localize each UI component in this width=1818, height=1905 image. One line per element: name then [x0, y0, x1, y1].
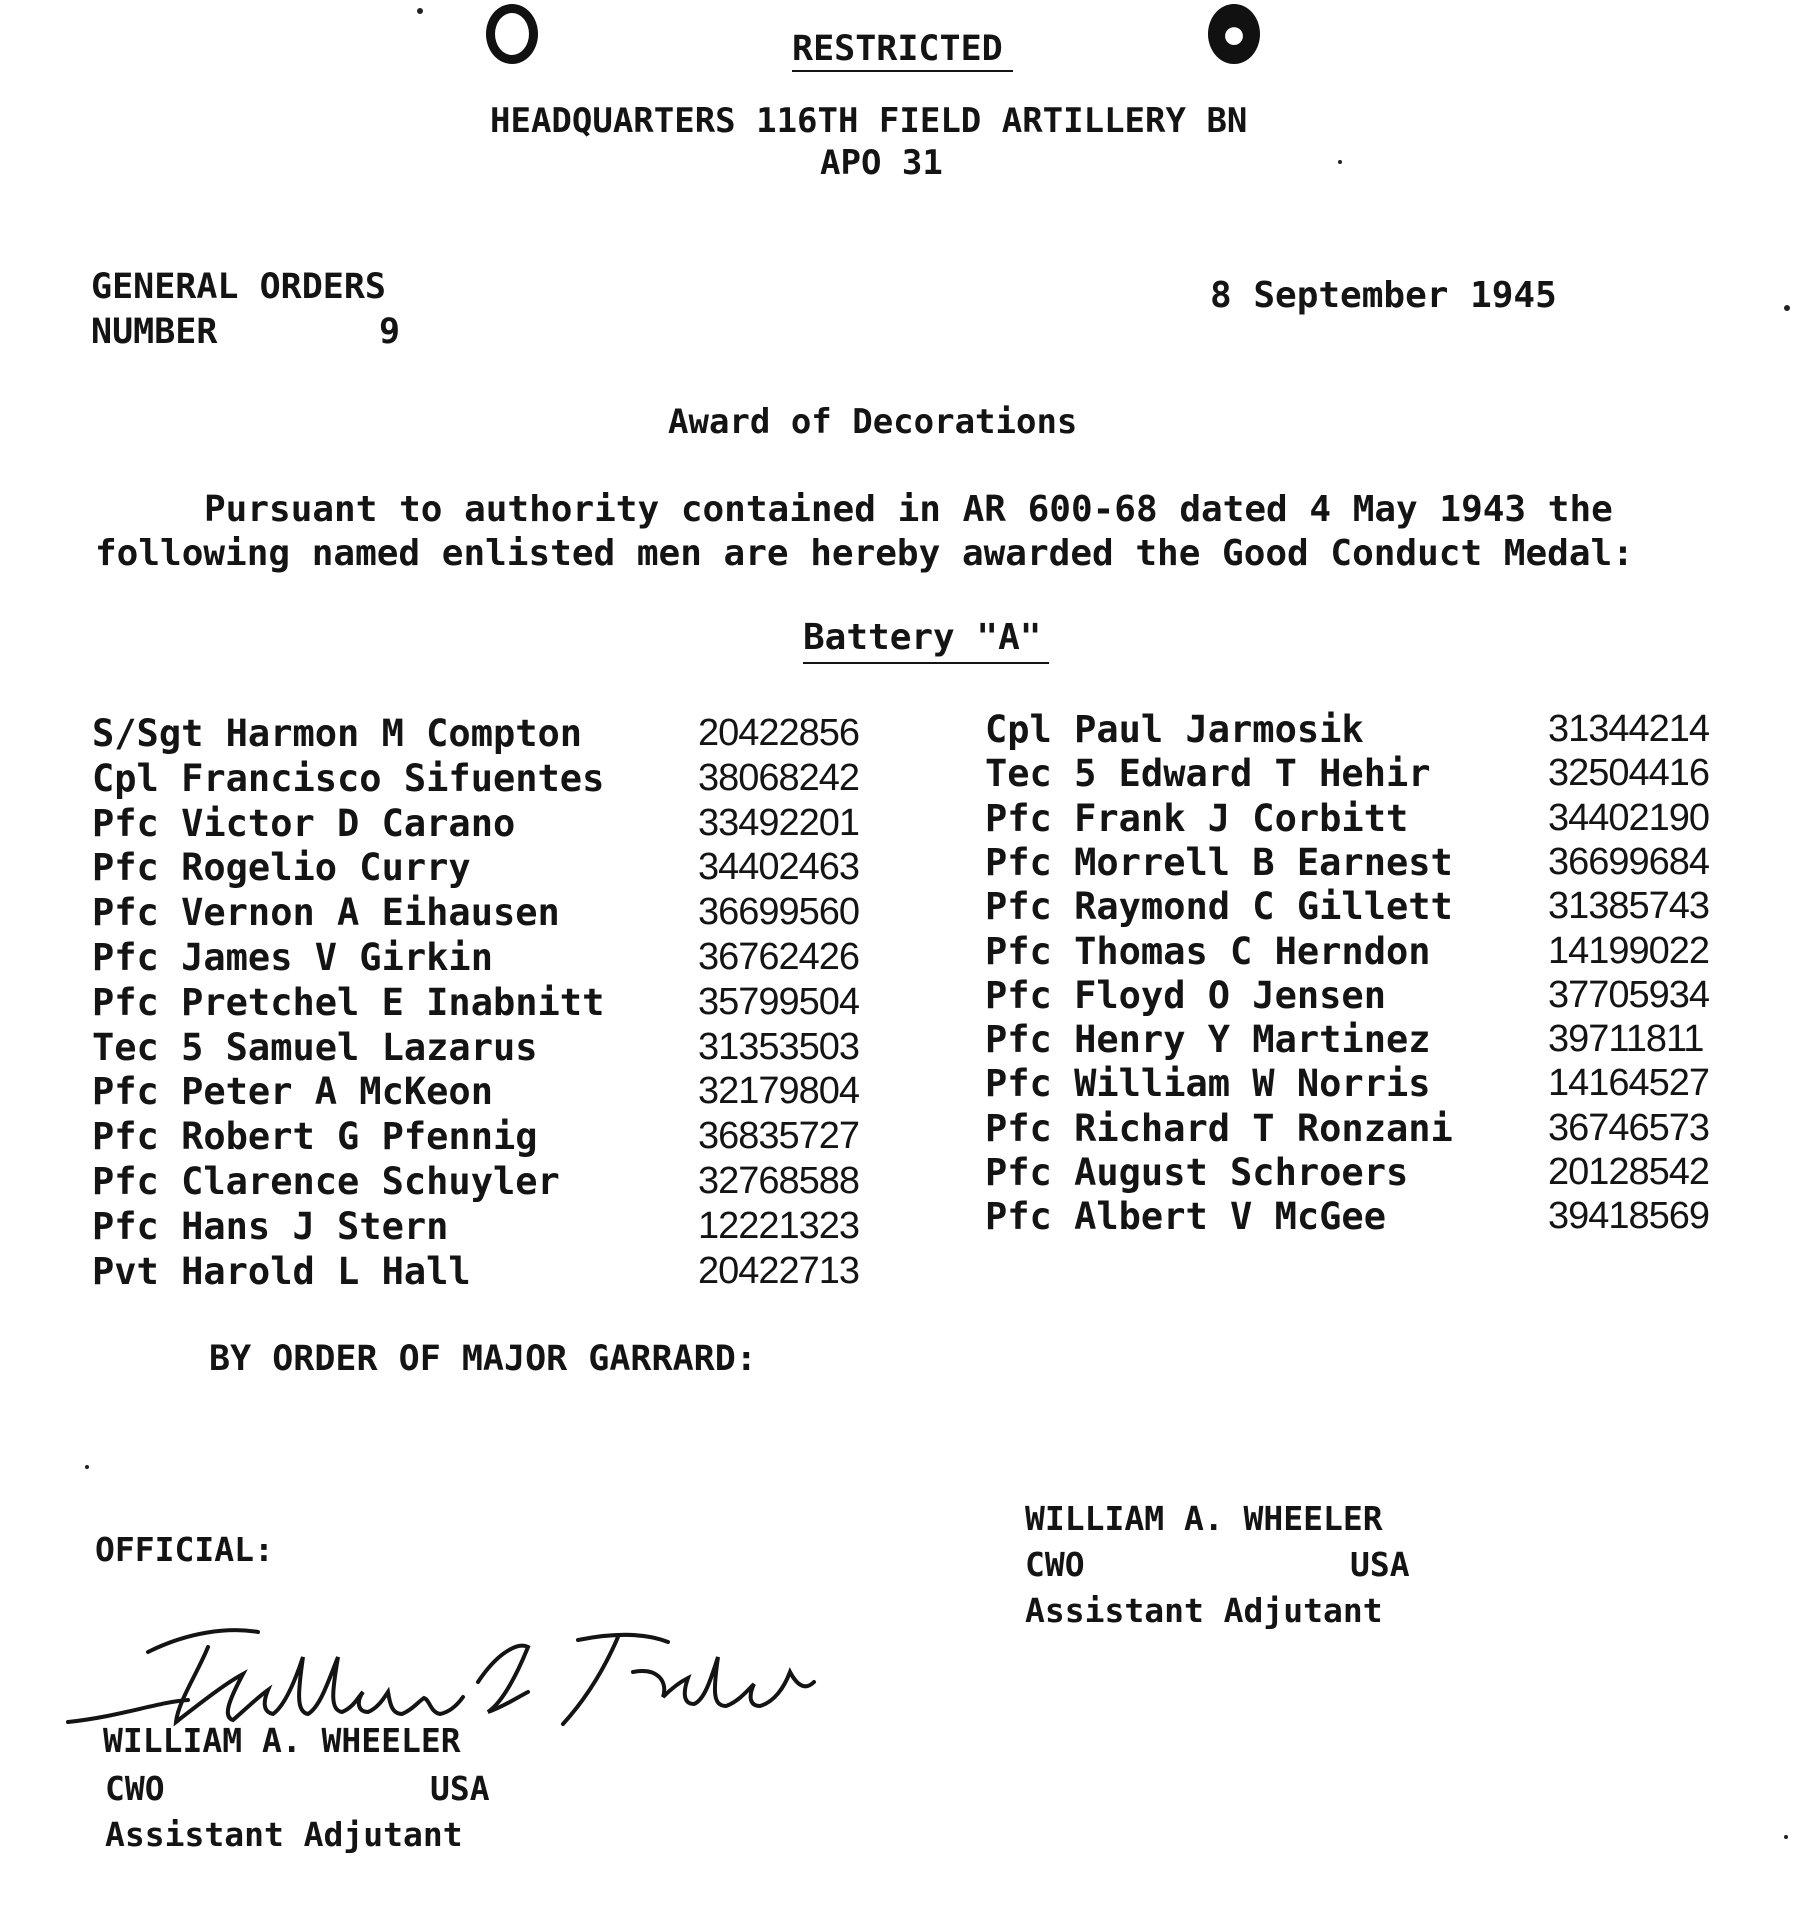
serial-number: 34402463: [698, 846, 860, 889]
official-rank: CWO: [105, 1769, 165, 1808]
orders-type: GENERAL ORDERS: [91, 267, 387, 307]
serial-number: 32179804: [698, 1070, 860, 1113]
serial-number: 37705934: [1548, 973, 1710, 1016]
enlisted-name: Pfc William W Norris: [985, 1062, 1431, 1106]
enlisted-name: Pfc Rogelio Curry: [92, 846, 471, 890]
roster-left: [92, 712, 912, 1312]
serial-number: 32768588: [698, 1160, 860, 1202]
roster-row: [985, 752, 1755, 796]
serial-number: 31385743: [1548, 885, 1710, 928]
orders-date: 8 September 1945: [1210, 275, 1557, 316]
serial-number: 36746573: [1548, 1106, 1710, 1149]
serial-number: 36835727: [698, 1115, 860, 1158]
serial-number: 31344214: [1548, 708, 1710, 750]
punch-hole-right: [1208, 4, 1260, 64]
roster-row: [92, 981, 912, 1025]
signer-title: Assistant Adjutant: [1025, 1591, 1383, 1630]
roster-row: [92, 846, 912, 890]
apo-line: APO 31: [820, 143, 943, 183]
classification-marking: RESTRICTED: [792, 29, 1003, 69]
enlisted-name: Pfc Henry Y Martinez: [985, 1018, 1431, 1062]
roster-row: [92, 712, 912, 756]
body-line-2: following named enlisted men are hereby awarded the Good Conduct Medal:: [95, 533, 1634, 574]
enlisted-name: Pfc Morrell B Earnest: [985, 840, 1453, 884]
official-label: OFFICIAL:: [95, 1530, 274, 1569]
roster-row: [985, 1151, 1755, 1195]
roster-row: [92, 1070, 912, 1114]
enlisted-name: Pvt Harold L Hall: [92, 1249, 471, 1293]
serial-number: 31353503: [698, 1025, 860, 1068]
roster-row: [92, 936, 912, 980]
serial-number: 14199022: [1548, 929, 1710, 972]
roster-row: [92, 757, 912, 801]
enlisted-name: S/Sgt Harmon M Compton: [92, 712, 583, 755]
speck: [1784, 305, 1790, 311]
serial-number: 36762426: [698, 936, 860, 978]
roster-row: [985, 1018, 1755, 1062]
orders-number-label: NUMBER: [91, 312, 218, 352]
serial-number: 35799504: [698, 980, 860, 1023]
roster-row: [92, 1026, 912, 1070]
battery-underline: [803, 662, 1049, 664]
roster-row: [92, 891, 912, 935]
enlisted-name: Pfc Pretchel E Inabnitt: [92, 980, 605, 1024]
subject-heading: Award of Decorations: [668, 402, 1078, 442]
serial-number: 36699560: [698, 891, 860, 934]
roster-right: [985, 708, 1755, 1268]
punch-hole-left: [486, 4, 538, 64]
roster-row: [985, 974, 1755, 1018]
roster-row: [92, 1115, 912, 1159]
enlisted-name: Pfc Raymond C Gillett: [985, 885, 1453, 929]
roster-row: [985, 1107, 1755, 1151]
roster-row: [985, 708, 1755, 752]
official-service: USA: [430, 1769, 490, 1808]
enlisted-name: Pfc James V Girkin: [92, 936, 493, 979]
serial-number: 36699684: [1548, 840, 1710, 883]
roster-row: [92, 802, 912, 846]
enlisted-name: Pfc Clarence Schuyler: [92, 1160, 560, 1203]
battery-heading: Battery "A": [803, 617, 1042, 658]
serial-number: 33492201: [698, 801, 860, 844]
enlisted-name: Tec 5 Samuel Lazarus: [92, 1025, 538, 1069]
serial-number: 14164527: [1548, 1062, 1710, 1105]
enlisted-name: Pfc Peter A McKeon: [92, 1070, 493, 1114]
orders-number: 9: [379, 312, 401, 352]
roster-row: [985, 1195, 1755, 1239]
roster-row: [985, 885, 1755, 929]
enlisted-name: Pfc Frank J Corbitt: [985, 796, 1409, 840]
by-order-line: BY ORDER OF MAJOR GARRARD:: [209, 1339, 757, 1379]
enlisted-name: Pfc Victor D Carano: [92, 801, 516, 845]
serial-number: 39418569: [1548, 1195, 1710, 1238]
roster-row: [985, 1062, 1755, 1106]
roster-row: [985, 930, 1755, 974]
serial-number: 34402190: [1548, 796, 1710, 839]
serial-number: 32504416: [1548, 752, 1710, 795]
enlisted-name: Pfc Hans J Stern: [92, 1204, 449, 1248]
speck: [1784, 1835, 1788, 1839]
body-line-1: Pursuant to authority contained in AR 600-68 dated 4 May 1943 the: [204, 489, 1613, 530]
serial-number: 39711811: [1548, 1018, 1704, 1061]
enlisted-name: Cpl Francisco Sifuentes: [92, 756, 605, 800]
signer-rank: CWO: [1025, 1545, 1085, 1584]
official-title: Assistant Adjutant: [105, 1815, 463, 1854]
serial-number: 38068242: [698, 756, 860, 799]
enlisted-name: Cpl Paul Jarmosik: [985, 708, 1364, 751]
official-name: WILLIAM A. WHEELER: [103, 1721, 461, 1760]
roster-row: [985, 797, 1755, 841]
speck: [85, 1465, 89, 1469]
enlisted-name: Pfc Richard T Ronzani: [985, 1106, 1453, 1150]
roster-row: [92, 1205, 912, 1249]
enlisted-name: Pfc Floyd O Jensen: [985, 973, 1386, 1017]
classification-underline: [792, 70, 1013, 72]
serial-number: 20422856: [698, 712, 860, 754]
enlisted-name: Pfc August Schroers: [985, 1151, 1409, 1194]
unit-heading: HEADQUARTERS 116TH FIELD ARTILLERY BN: [490, 101, 1248, 141]
speck: [1338, 160, 1342, 164]
signer-name: WILLIAM A. WHEELER: [1025, 1499, 1383, 1538]
serial-number: 20128542: [1548, 1151, 1710, 1193]
enlisted-name: Pfc Robert G Pfennig: [92, 1115, 538, 1159]
roster-row: [92, 1250, 912, 1294]
roster-row: [92, 1160, 912, 1204]
enlisted-name: Pfc Albert V McGee: [985, 1195, 1386, 1239]
enlisted-name: Pfc Vernon A Eihausen: [92, 891, 560, 935]
roster-row: [985, 841, 1755, 885]
serial-number: 12221323: [698, 1204, 860, 1247]
enlisted-name: Pfc Thomas C Herndon: [985, 929, 1431, 973]
signer-service: USA: [1350, 1545, 1410, 1584]
serial-number: 20422713: [698, 1249, 860, 1292]
speck: [417, 8, 423, 14]
enlisted-name: Tec 5 Edward T Hehir: [985, 752, 1431, 796]
